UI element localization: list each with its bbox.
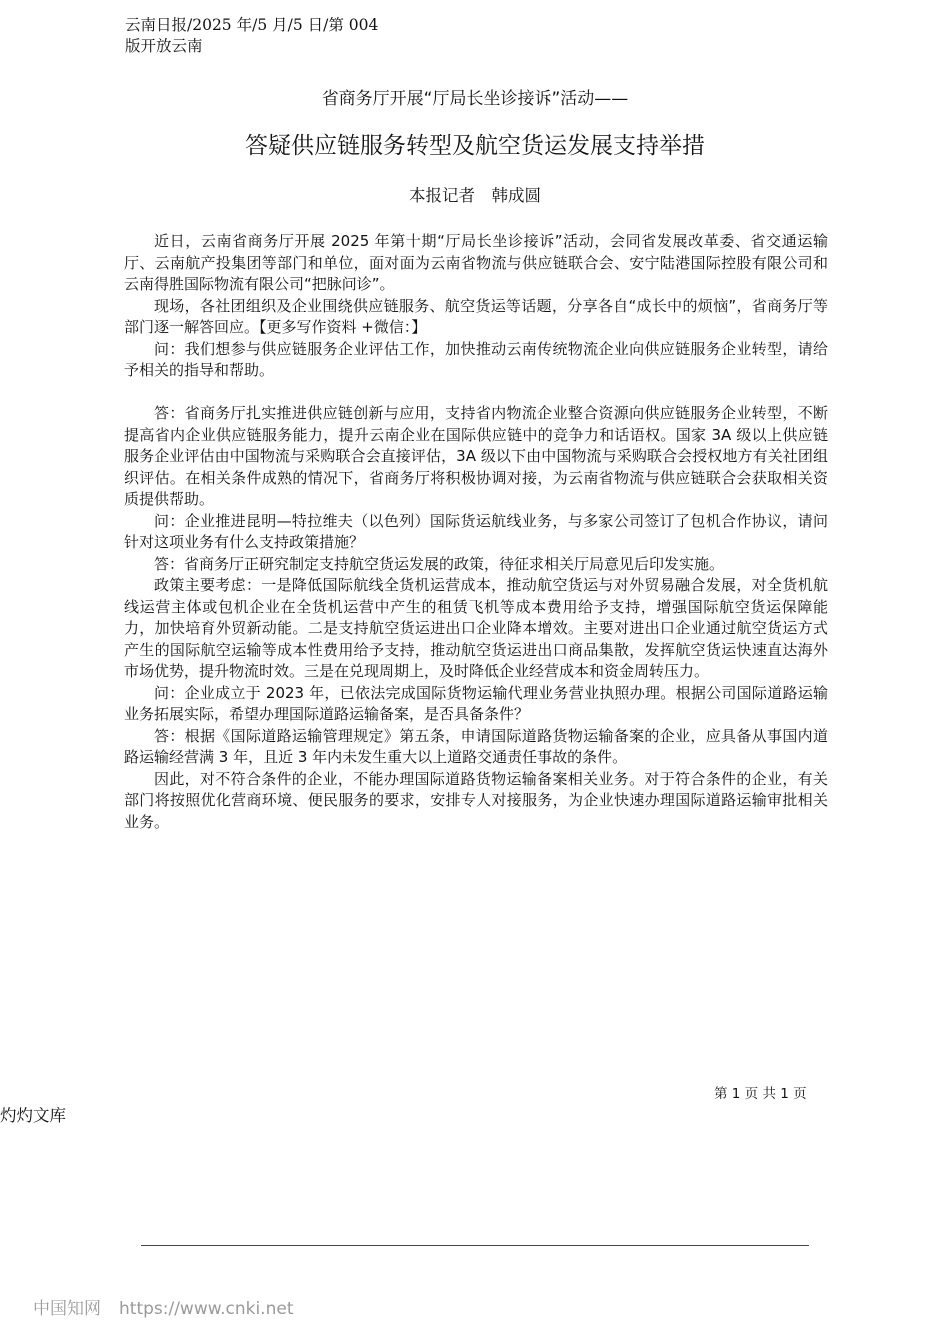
footer-divider — [141, 1245, 809, 1246]
article-body — [124, 231, 828, 833]
paragraph: 问：企业推进昆明—特拉维夫（以色列）国际货运航线业务，与多家公司签订了包机合作协议，请问针对这项业务有什么支持政策措施？ — [124, 511, 828, 551]
source-line-2: 版开放云南 — [125, 37, 203, 55]
footer-url[interactable]: https://www.cnki.net — [119, 1299, 294, 1319]
footer — [33, 1294, 293, 1319]
article-kicker: 省商务厅开展“厅局长坐诊接诉”活动—— — [321, 89, 629, 109]
paragraph: 政策主要考虑：一是降低国际航线全货机运营成本，推动航空货运与对外贸易融合发展，对全货机航线运营主体或包机企业在全货机运营中产生的租赁飞机等成本费用给予支持，增强国际航空货运保障能力，加快培育外贸新动能。二是支持航空货运进出口企业降本增效。主要对进出口企业通过航空货运方式产生的国际航空运输等成本性费用给予支持，推动航空货运进出口商品集散，发挥航空货运快速直达海外市场优势，提升物流时效。三是在兑现周期上，及时降低企业经营成本和资金周转压力。 — [124, 576, 828, 680]
source-line — [125, 15, 378, 57]
watermark-text: 灼灼文库 — [0, 1106, 66, 1125]
paragraph: 答：省商务厅正研究制定支持航空货运发展的政策，待征求相关厅局意见后印发实施。 — [154, 554, 725, 573]
paragraph: 现场，各社团组织及企业围绕供应链服务、航空货运等话题，分享各自“成长中的烦恼”，省商务厅等部门逐一解答回应。【更多写作资料 +微信：】 — [124, 296, 828, 336]
paragraph: 答：根据《国际道路运输管理规定》第五条，申请国际道路货物运输备案的企业，应具备从事国内道路运输经营满 3 年，且近 3 年内未发生重大以上道路交通责任事故的条件。 — [124, 726, 828, 766]
article-headline: 答疑供应链服务转型及航空货运发展支持举措 — [245, 133, 705, 159]
paragraph: 问：企业成立于 2023 年，已依法完成国际货物运输代理业务营业执照办理。根据公司国际道路运输业务拓展实际，希望办理国际道路运输备案，是否具备条件？ — [124, 683, 828, 723]
footer-brand: 中国知网 — [33, 1299, 101, 1319]
paragraph: 答：省商务厅扎实推进供应链创新与应用，支持省内物流企业整合资源向供应链服务企业转型，不断提高省内企业供应链服务能力，提升云南企业在国际供应链中的竞争力和话语权。国家 3A 级以上供应链服务企业评估由中国物流与采购联合会直接评估，3A 级以下由中国物流与采购联合会授权地方有关社团组织评估。在相关条件成熟的情况下，省商务厅将积极协调对接，为云南省物流与供应链联合会获取相关资质提供帮助。 — [124, 404, 828, 508]
paragraph: 问：我们想参与供应链服务企业评估工作，加快推动云南传统物流企业向供应链服务企业转型，请给予相关的指导和帮助。 — [124, 339, 828, 379]
page-number: 第 1 页 共 1 页 — [714, 1086, 807, 1102]
source-line-1: 云南日报/2025 年/5 月/5 日/第 004 — [125, 16, 379, 34]
paragraph: 因此，对不符合条件的企业，不能办理国际道路货物运输备案相关业务。对于符合条件的企业，有关部门将按照优化营商环境、便民服务的要求，安排专人对接服务，为企业快速办理国际道路运输审批相关业务。 — [124, 769, 828, 831]
article-byline: 本报记者 韩成圆 — [409, 186, 541, 205]
paragraph: 近日，云南省商务厅开展 2025 年第十期“厅局长坐诊接诉”活动，会同省发展改革委、省交通运输厅、云南航产投集团等部门和单位，面对面为云南省物流与供应链联合会、安宁陆港国际控股有限公司和云南得胜国际物流有限公司“把脉问诊”。 — [124, 232, 828, 293]
